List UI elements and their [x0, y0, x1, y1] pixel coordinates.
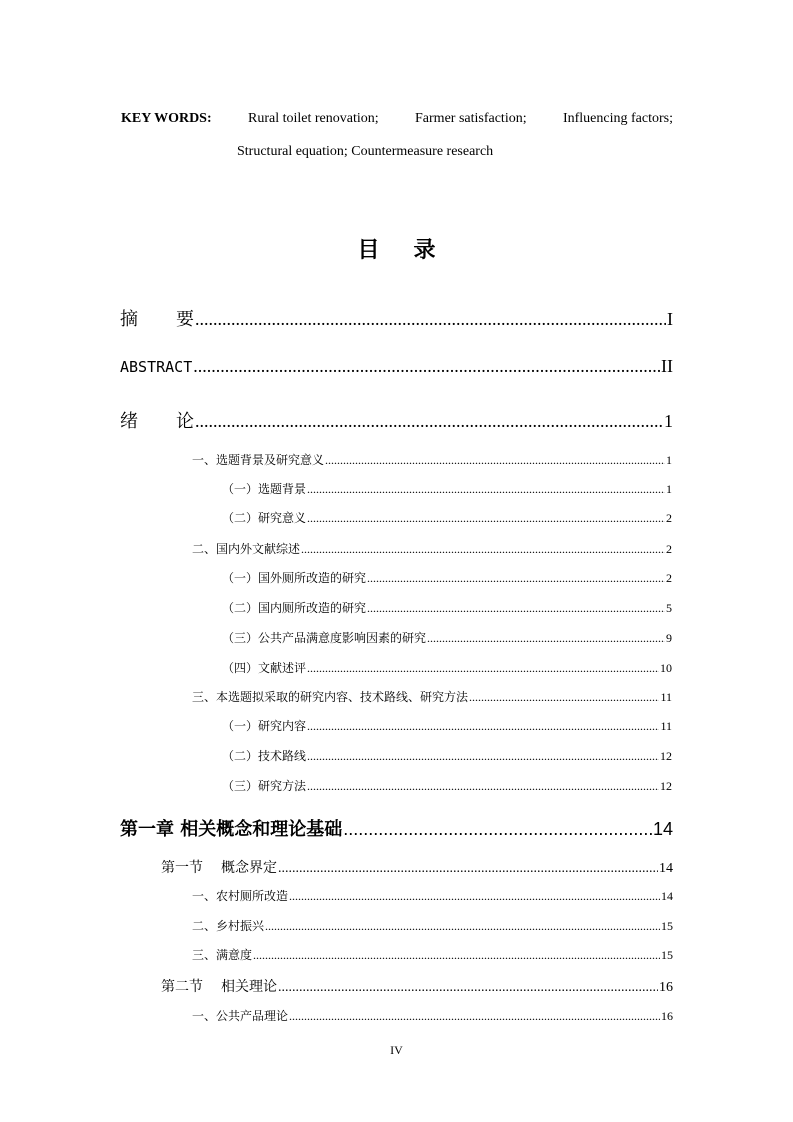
toc-page-number: 15	[661, 919, 673, 933]
toc-leader-dots	[469, 690, 659, 705]
toc-entry-label-a: 第一节	[161, 860, 203, 876]
toc-entry[interactable]	[192, 887, 673, 905]
keywords-line-2: Structural equation; Countermeasure research	[237, 144, 494, 159]
toc-entry-label-a: 第二节	[161, 979, 203, 995]
toc-entry[interactable]	[222, 569, 672, 587]
toc-entry[interactable]	[222, 777, 672, 795]
toc-entry[interactable]	[192, 1007, 673, 1025]
toc-page-number: 12	[660, 749, 672, 763]
toc-entry-label	[161, 857, 277, 877]
toc-entry-label	[161, 976, 277, 996]
toc-entry-label	[120, 305, 194, 331]
toc-page-number: 2	[666, 511, 672, 525]
toc-entry-label-a: 摘	[120, 309, 138, 330]
toc-entry[interactable]	[222, 480, 672, 498]
toc-page-number: 1	[664, 411, 673, 431]
toc-page-number: 14	[661, 889, 673, 903]
toc-leader-dots	[195, 411, 663, 432]
toc-page-number: 11	[660, 690, 672, 704]
toc-entry[interactable]	[222, 747, 672, 765]
toc-entry[interactable]	[222, 509, 672, 527]
toc-leader-dots	[367, 571, 665, 586]
toc-entry-label: （二）国内厕所改造的研究	[222, 601, 367, 615]
toc-entry-label-b: 论	[176, 411, 194, 432]
toc-entry-label-b: 要	[176, 309, 194, 330]
toc-entry-label: 一、公共产品理论	[192, 1009, 289, 1023]
toc-entry-label-a: 绪	[120, 411, 138, 432]
toc-entry[interactable]	[222, 717, 672, 735]
toc-page-number: I	[667, 309, 673, 329]
keywords-label: KEY WORDS:	[121, 111, 212, 126]
toc-entry-abstract-cn[interactable]	[120, 305, 673, 331]
toc-page-number: 9	[666, 631, 672, 645]
toc-page-number: 2	[666, 542, 672, 556]
toc-entry-introduction[interactable]	[120, 407, 673, 433]
page-number-footer: IV	[390, 1043, 403, 1057]
toc-page-number: 14	[659, 861, 673, 876]
toc-page-number: 5	[666, 601, 672, 615]
toc-page-number: 12	[660, 779, 672, 793]
toc-page-number: 16	[661, 1009, 673, 1023]
toc-entry-label: （三）公共产品满意度影响因素的研究	[222, 631, 427, 645]
toc-leader-dots	[307, 511, 665, 526]
keyword-item: Influencing factors;	[562, 111, 673, 126]
keywords-line-1	[121, 102, 673, 135]
toc-leader-dots	[343, 819, 652, 840]
toc-leader-dots	[307, 749, 659, 764]
toc-entry[interactable]	[192, 540, 672, 558]
toc-entry-label	[120, 407, 194, 433]
keywords-block	[121, 102, 673, 168]
toc-title	[0, 233, 793, 264]
toc-entry-section[interactable]	[161, 857, 673, 877]
toc-entry-label: 一、选题背景及研究意义	[192, 453, 325, 467]
toc-leader-dots	[278, 980, 658, 996]
toc-entry[interactable]	[222, 659, 672, 677]
toc-entry-chapter-1[interactable]	[120, 815, 673, 841]
toc-entry-label: 二、国内外文献综述	[192, 542, 301, 556]
toc-entry[interactable]	[222, 629, 672, 647]
toc-entry-label: （一）选题背景	[222, 482, 307, 496]
toc-leader-dots	[367, 601, 665, 616]
toc-leader-dots	[278, 861, 658, 877]
toc-page-number: 11	[660, 719, 672, 733]
toc-entry-label: （二）技术路线	[222, 749, 307, 763]
toc-entry-label: 一、农村厕所改造	[192, 889, 289, 903]
toc-leader-dots	[265, 919, 660, 934]
toc-entry[interactable]	[222, 599, 672, 617]
toc-leader-dots	[307, 661, 659, 676]
toc-leader-dots	[253, 948, 660, 963]
toc-entry-label-b: 相关理论	[221, 979, 277, 995]
toc-leader-dots	[427, 631, 665, 646]
toc-entry-label: 二、乡村振兴	[192, 919, 265, 933]
toc-page-number: 15	[661, 948, 673, 962]
toc-entry[interactable]	[192, 946, 673, 964]
toc-entry-label: （三）研究方法	[222, 779, 307, 793]
toc-title-part2: 录	[413, 238, 436, 263]
toc-leader-dots	[307, 482, 665, 497]
toc-entry[interactable]	[192, 688, 672, 706]
toc-entry-label: 第一章 相关概念和理论基础	[120, 819, 343, 840]
toc-entry-label: 三、满意度	[192, 948, 253, 962]
toc-leader-dots	[301, 542, 665, 557]
toc-entry[interactable]	[192, 917, 673, 935]
toc-entry-section[interactable]	[161, 976, 673, 996]
toc-leader-dots	[193, 356, 660, 377]
toc-leader-dots	[307, 779, 659, 794]
toc-entry-label-b: 概念界定	[221, 860, 277, 876]
toc-leader-dots	[325, 453, 665, 468]
toc-page-number: 10	[660, 661, 672, 675]
toc-page-number: 2	[666, 571, 672, 585]
toc-page-number: 1	[666, 453, 672, 467]
toc-page-number: 16	[659, 980, 673, 995]
toc-page-number: II	[661, 356, 673, 376]
toc-entry-label: （二）研究意义	[222, 511, 307, 525]
toc-leader-dots	[195, 309, 666, 330]
toc-page-number: 1	[666, 482, 672, 496]
toc-entry-abstract-en[interactable]	[120, 356, 673, 382]
toc-entry[interactable]	[192, 451, 672, 469]
toc-entry-label: （一）国外厕所改造的研究	[222, 571, 367, 585]
toc-leader-dots	[289, 1009, 660, 1024]
toc-entry-label: （一）研究内容	[222, 719, 307, 733]
toc-page-number: 14	[652, 819, 673, 839]
toc-entry-label: 三、本选题拟采取的研究内容、技术路线、研究方法	[192, 690, 469, 704]
toc-title-part1: 目	[357, 238, 380, 263]
toc-entry-label: ABSTRACT	[120, 358, 193, 376]
keyword-item: Farmer satisfaction;	[415, 111, 527, 126]
toc-leader-dots	[289, 889, 660, 904]
keyword-item: Rural toilet renovation;	[248, 111, 379, 126]
toc-leader-dots	[307, 719, 659, 734]
toc-entry-label: （四）文献述评	[222, 661, 307, 675]
